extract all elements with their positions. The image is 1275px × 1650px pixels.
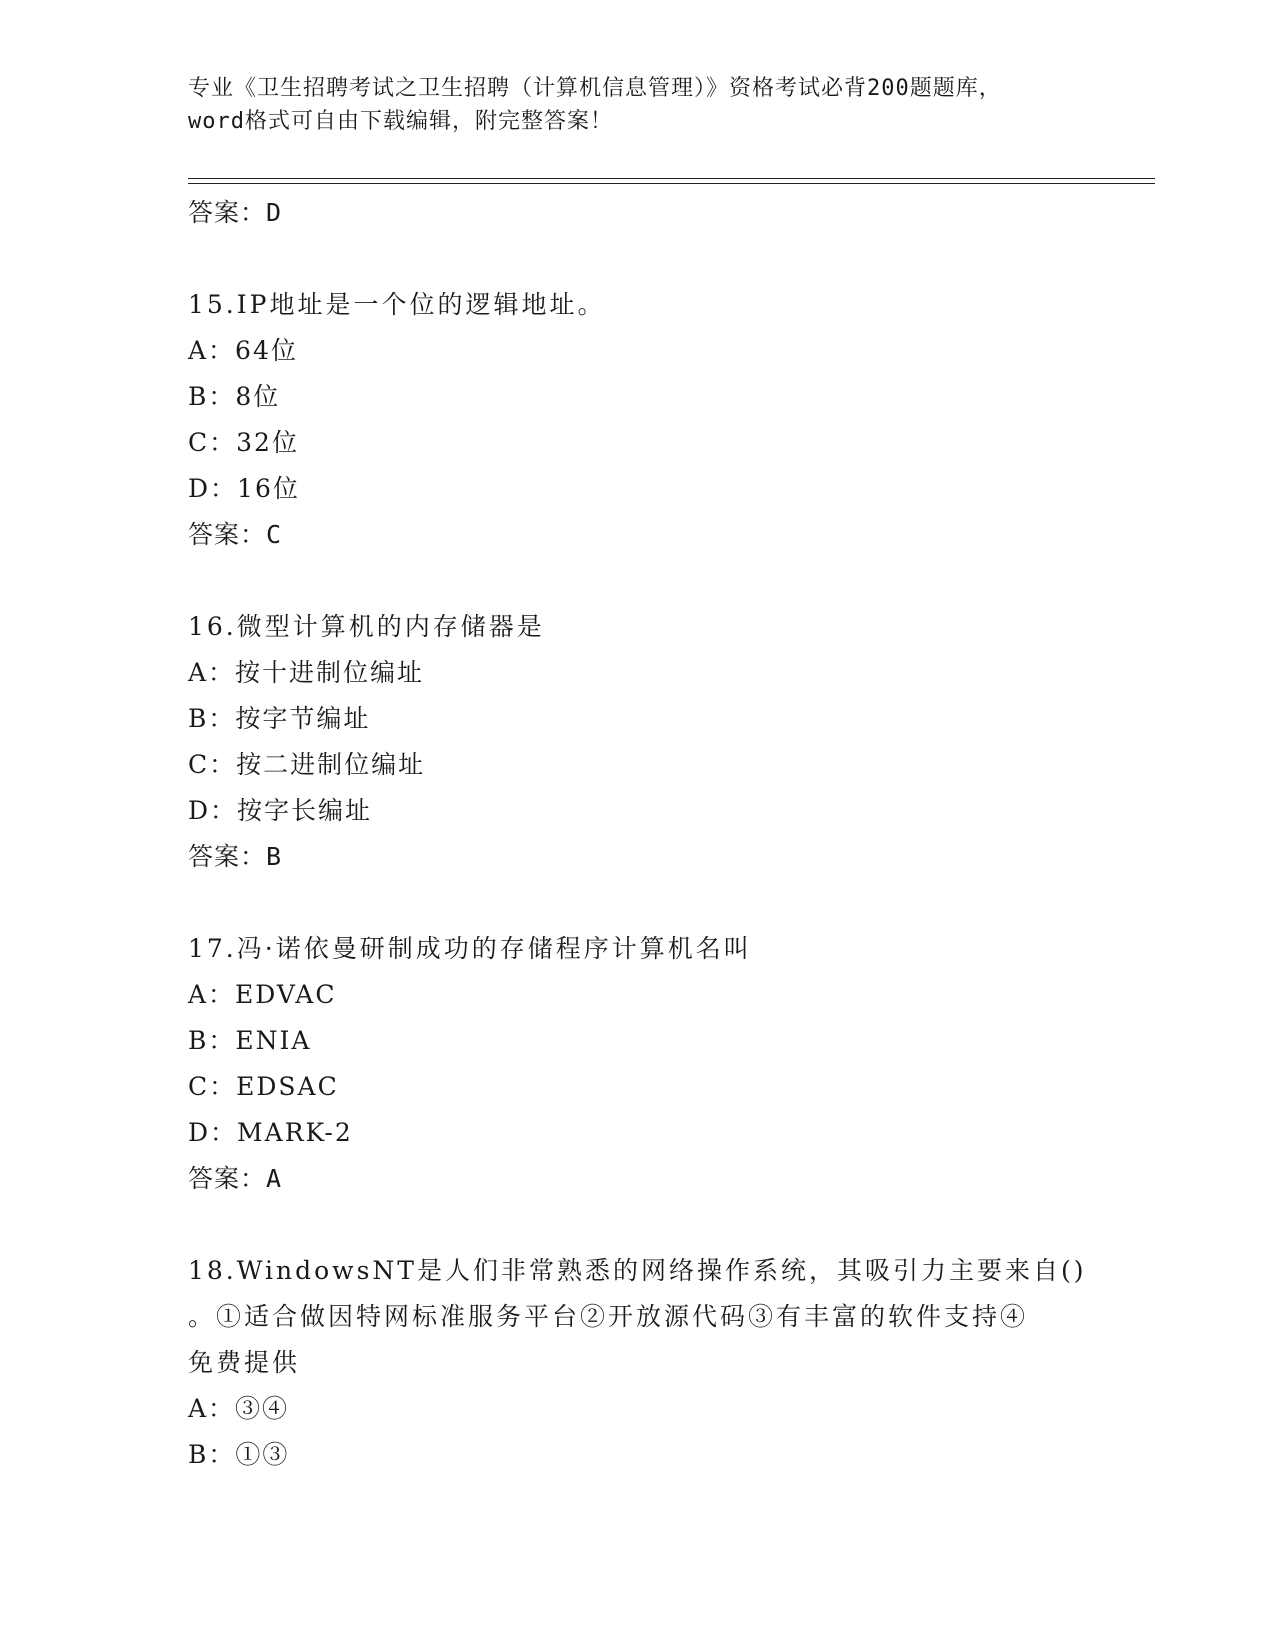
answer-value: B — [266, 842, 283, 871]
option-18-a: A：③④ — [188, 1394, 290, 1423]
answer-prefix: 答案： — [188, 842, 267, 871]
option-17-a: A：EDVAC — [188, 980, 337, 1009]
header-line-1: 专业《卫生招聘考试之卫生招聘（计算机信息管理）》资格考试必背200题题库， — [188, 76, 1002, 101]
question-15: 15.IP地址是一个位的逻辑地址。 — [188, 290, 606, 319]
answer-prefix: 答案： — [188, 1164, 267, 1193]
answer-value: A — [266, 1164, 283, 1193]
option-17-c: C：EDSAC — [188, 1072, 339, 1101]
question-17: 17.冯·诺依曼研制成功的存储程序计算机名叫 — [188, 934, 752, 963]
answer-line-16 — [188, 834, 1088, 880]
question-18-line-1: 18.WindowsNT是人们非常熟悉的网络操作系统，其吸引力主要来自() — [188, 1256, 1087, 1285]
header-line-2: word格式可自由下载编辑，附完整答案！ — [188, 109, 613, 134]
answer-prefix: 答案： — [188, 520, 267, 549]
option-16-c: C：按二进制位编址 — [188, 750, 426, 779]
question-16: 16.微型计算机的内存储器是 — [188, 612, 545, 641]
spacer — [188, 1202, 1088, 1248]
answer-line-14 — [188, 190, 1088, 236]
answer-line-17 — [188, 1156, 1088, 1202]
option-16-a: A：按十进制位编址 — [188, 658, 425, 687]
answer-prefix: 答案： — [188, 198, 267, 227]
option-15-a: A：64位 — [188, 336, 298, 365]
option-18-b: B：①③ — [188, 1440, 290, 1469]
question-18-line-3: 免费提供 — [188, 1348, 301, 1377]
spacer — [188, 880, 1088, 926]
option-15-b: B：8位 — [188, 382, 281, 411]
question-list — [188, 190, 1088, 1478]
option-15-c: C：32位 — [188, 428, 299, 457]
option-17-b: B：ENIA — [188, 1026, 312, 1055]
question-18-line-2: 。①适合做因特网标准服务平台②开放源代码③有丰富的软件支持④ — [188, 1302, 1029, 1331]
option-16-b: B：按字节编址 — [188, 704, 371, 733]
option-16-d: D：按字长编址 — [188, 796, 373, 825]
answer-value: C — [266, 520, 283, 549]
header-divider — [188, 178, 1155, 184]
spacer — [188, 558, 1088, 604]
answer-value: D — [266, 198, 283, 227]
spacer — [188, 236, 1088, 282]
option-17-d: D：MARK-2 — [188, 1118, 353, 1147]
option-15-d: D：16位 — [188, 474, 300, 503]
document-header — [188, 72, 1088, 138]
answer-line-15 — [188, 512, 1088, 558]
